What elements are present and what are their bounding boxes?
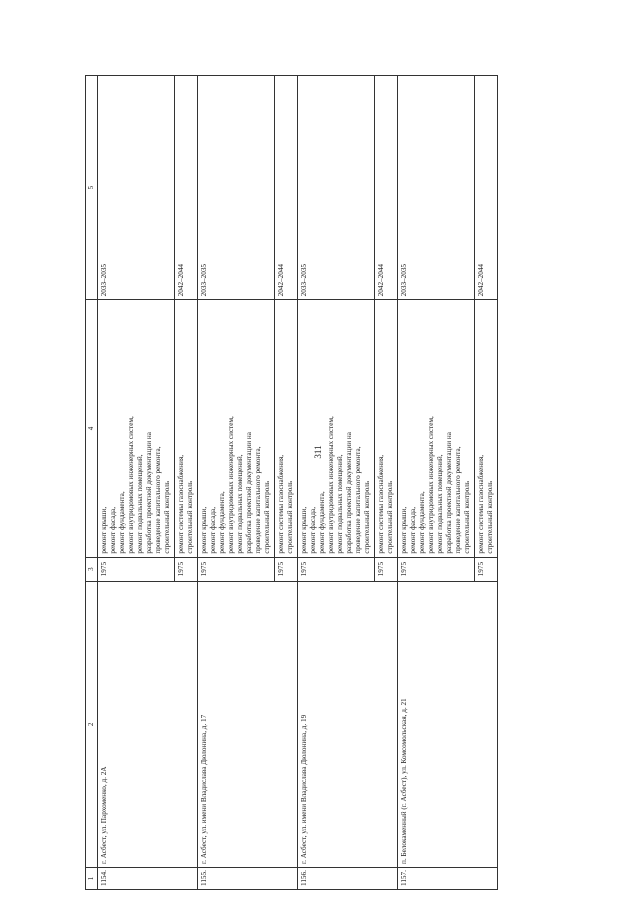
works-cell (374, 300, 397, 557)
work-item: строительный контроль (462, 480, 471, 554)
work-item: ремонт внутридомовых инженерных систем, (326, 416, 335, 554)
table-body (97, 76, 497, 890)
work-item: ремонт фундамента, (417, 491, 426, 554)
year-cell: 1975 (474, 557, 497, 581)
address-cell: г. Асбест, ул. имени Владислава Дюлонина, д. 19 (297, 581, 397, 867)
work-item: ремонт фасада, (108, 506, 117, 554)
page-number: 311 (313, 445, 323, 459)
period-cell: 2033–2035 (297, 76, 374, 300)
works-cell (274, 300, 297, 557)
works-cell (97, 300, 174, 557)
work-item: строительный контроль (162, 480, 171, 554)
work-item: ремонт системы газоснабжения, (476, 454, 485, 554)
works-cell (474, 300, 497, 557)
address-cell: п. Белокаменный (г. Асбест), ул. Комсомольская, д. 21 (397, 581, 497, 867)
work-item: проведение капитального ремонта, (453, 446, 462, 554)
table-row (297, 76, 374, 890)
work-item: ремонт фундамента, (217, 491, 226, 554)
work-item: строительный контроль (262, 480, 271, 554)
column-header: 4 (86, 300, 98, 557)
work-item: проведение капитального ремонта, (153, 446, 162, 554)
period-cell: 2042–2044 (174, 76, 197, 300)
year-cell: 1975 (274, 557, 297, 581)
period-cell: 2033–2035 (397, 76, 474, 300)
work-item: ремонт фасада, (408, 506, 417, 554)
work-item: ремонт системы газоснабжения, (176, 454, 185, 554)
work-item: ремонт фундамента, (117, 491, 126, 554)
work-item: строительный контроль (362, 480, 371, 554)
year-cell: 1975 (174, 557, 197, 581)
document-table-frame (85, 75, 600, 890)
year-cell: 1975 (297, 557, 374, 581)
table-row (97, 76, 174, 890)
work-item: строительный контроль (285, 480, 294, 554)
work-item: ремонт крыши, (399, 506, 408, 554)
year-cell: 1975 (374, 557, 397, 581)
work-item: ремонт подвальных помещений, (435, 454, 444, 554)
table-row (397, 76, 474, 890)
column-header: 1 (86, 867, 98, 889)
year-cell: 1975 (397, 557, 474, 581)
work-item: проведение капитального ремонта, (253, 446, 262, 554)
work-item: ремонт крыши, (199, 506, 208, 554)
table-header-row (86, 76, 98, 890)
work-item: ремонт подвальных помещений, (235, 454, 244, 554)
row-number: 1154. (97, 867, 197, 889)
period-cell: 2033–2035 (197, 76, 274, 300)
year-cell: 1975 (197, 557, 274, 581)
work-item: ремонт фасада, (308, 506, 317, 554)
table-row (197, 76, 274, 890)
address-cell: г. Асбест, ул. Пархоменко, д. 2А (97, 581, 197, 867)
works-cell (197, 300, 274, 557)
work-item: строительный контроль (385, 480, 394, 554)
row-number: 1157. (397, 867, 497, 889)
works-cell (397, 300, 474, 557)
period-cell: 2042–2044 (474, 76, 497, 300)
works-cell (297, 300, 374, 557)
period-cell: 2042–2044 (374, 76, 397, 300)
period-cell: 2033–2035 (97, 76, 174, 300)
work-item: разработка проектной документации на (244, 432, 253, 554)
work-item: разработка проектной документации на (144, 432, 153, 554)
row-number: 1156. (297, 867, 397, 889)
work-item: ремонт фасада, (208, 506, 217, 554)
work-item: ремонт фундамента, (317, 491, 326, 554)
work-item: ремонт внутридомовых инженерных систем, (426, 416, 435, 554)
work-item: ремонт внутридомовых инженерных систем, (126, 416, 135, 554)
work-item: ремонт подвальных помещений, (135, 454, 144, 554)
column-header: 3 (86, 557, 98, 581)
work-item: ремонт системы газоснабжения, (276, 454, 285, 554)
column-header: 2 (86, 581, 98, 867)
work-item: ремонт крыши, (99, 506, 108, 554)
work-item: разработка проектной документации на (444, 432, 453, 554)
work-item: строительный контроль (185, 480, 194, 554)
work-item: ремонт системы газоснабжения, (376, 454, 385, 554)
column-header: 5 (86, 76, 98, 300)
work-item: строительный контроль (485, 480, 494, 554)
work-item: проведение капитального ремонта, (353, 446, 362, 554)
year-cell: 1975 (97, 557, 174, 581)
work-item: разработка проектной документации на (344, 432, 353, 554)
work-item: ремонт крыши, (299, 506, 308, 554)
address-cell: г. Асбест, ул. имени Владислава Дюлонина, д. 17 (197, 581, 297, 867)
row-number: 1155. (197, 867, 297, 889)
work-item: ремонт внутридомовых инженерных систем, (226, 416, 235, 554)
work-item: ремонт подвальных помещений, (335, 454, 344, 554)
works-cell (174, 300, 197, 557)
period-cell: 2042–2044 (274, 76, 297, 300)
repair-schedule-table (85, 75, 498, 890)
